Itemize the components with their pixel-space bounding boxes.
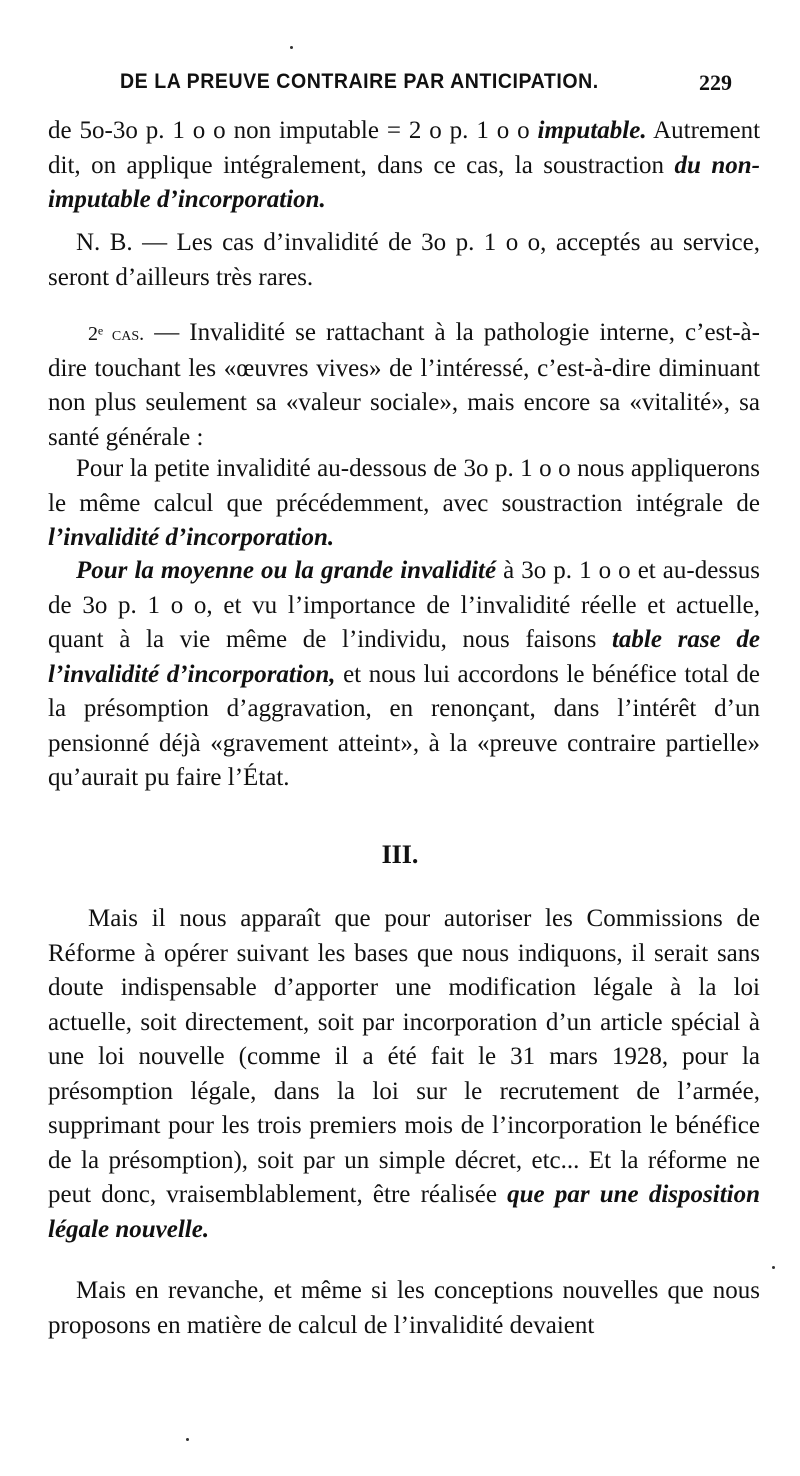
- text-run: Mais il nous apparaît que pour autoriser les Commissions de Réforme à opérer suivant les bases que nous indiquons, il serait sans doute indispensable d’apporter une modification légale à la loi actuelle, soit directement, soit par incorporation d’un article spécial à une loi nouvelle (comme il a été fait le 31 mars 1928, pour la présomption légale, dans la loi sur le recrutement de l’armée, supprimant pour les trois premiers mois de l’incorporation le bénéfice de la présomption), soit par un simple décret, etc... Et la réforme ne peut donc, vraisemblablement, être réalisée: [48, 905, 760, 1208]
- text-run: de 5o-3o p. 1 o o non imputable = 2 o p. 1 o o: [48, 117, 538, 144]
- paragraph-calculation-end: [48, 114, 760, 218]
- text-run: et nous lui accordons le bénéfice total de la présomption d’aggravation, en renonçant, dans l’intérêt d’un pensionné déjà «gravement atteint», à la «preuve contraire partielle» qu’aurait pu faire l’État.: [48, 660, 761, 791]
- paragraph-second-case: [48, 316, 760, 455]
- paragraph-reform: [48, 902, 760, 1247]
- however-text: Mais en revanche, et même si les conceptions nouvelles que nous proposons en matière de calcul de l’invalidité devaient: [48, 1277, 760, 1339]
- italic-run: que par une disposition légale nouvelle.: [48, 1181, 760, 1243]
- running-header: [120, 70, 732, 106]
- print-speck: [772, 1266, 775, 1269]
- text-run: Pour la petite invalidité au-dessous de 3o p. 1 o o nous appliquerons le même calcul que précédemment, avec soustraction intégrale de: [48, 455, 760, 517]
- page-number: 229: [699, 70, 732, 95]
- case-label: 2ᵉ cas.: [88, 323, 145, 345]
- italic-run: table rase de l’invalidité d’incorporation,: [48, 626, 760, 688]
- italic-run: Pour la moyenne ou la grande invalidité: [76, 557, 497, 584]
- italic-run: l’invalidité d’incorporation.: [48, 524, 335, 551]
- print-speck: [290, 46, 293, 49]
- paragraph-however: [48, 1274, 760, 1343]
- section-heading: III.: [381, 840, 419, 869]
- running-title: DE LA PREUVE CONTRAIRE PAR ANTICIPATION.: [120, 70, 599, 93]
- paragraph-petite-invalidite: [48, 452, 760, 556]
- paragraph-nota-bene: [48, 226, 760, 295]
- paragraph-moyenne-invalidite: [48, 554, 760, 796]
- text-run: — Invalidité se rattachant à la pathologie interne, c’est-à-dire touchant les «œuvres vives» de l’intéressé, c’est-à-dire diminuant non plus seulement sa «valeur sociale», mais encore sa «vitalité», sa santé générale :: [48, 319, 760, 451]
- text-run: à 3o p. 1 o o et au-dessus de 3o p. 1 o o, et vu l’importance de l’invalidité réelle et actuelle, quant à la vie même de l’individu, nous faisons: [48, 557, 761, 653]
- italic-run: imputable.: [537, 117, 647, 144]
- print-speck: [186, 1438, 189, 1441]
- nota-bene-text: N. B. — Les cas d’invalidité de 3o p. 1 o o, acceptés au service, seront d’ailleurs très rares.: [48, 229, 760, 291]
- italic-run: du non-imputable d’incorporation.: [48, 151, 760, 213]
- text-run: Autrement dit, on applique intégralement, dans ce cas, la soustraction: [48, 117, 761, 179]
